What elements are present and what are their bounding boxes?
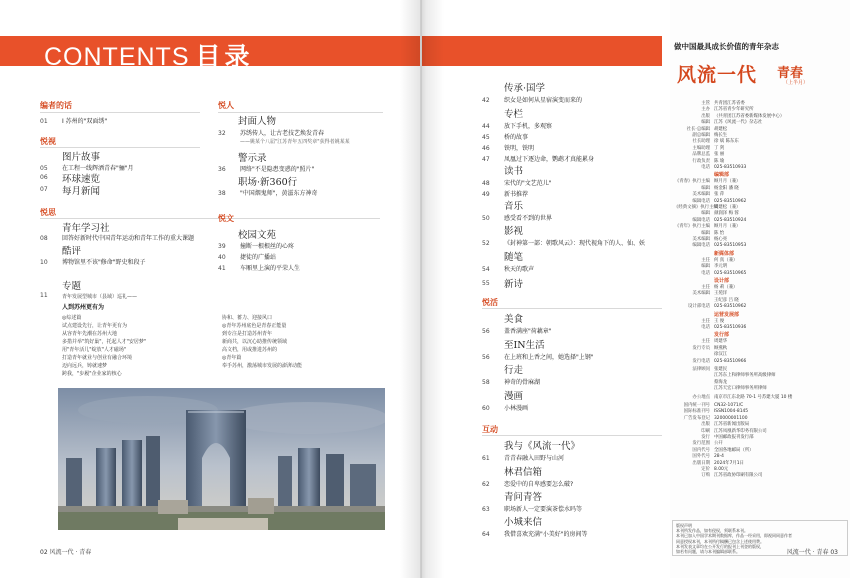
masthead-row xyxy=(674,453,724,459)
masthead-section-head: 运营发展部 xyxy=(714,311,740,318)
masthead-key: 设计部电话 xyxy=(688,304,710,310)
section-title: 读书 xyxy=(504,166,524,177)
masthead-row xyxy=(674,366,727,372)
feature-line: 用"青年活儿"绽放"人才磁场" xyxy=(62,347,127,353)
masthead-section-head: 编辑部 xyxy=(714,172,730,179)
section-title: 专题 xyxy=(62,281,82,292)
masthead-row xyxy=(674,113,784,119)
masthead-value: 025-83510965 xyxy=(714,270,747,276)
masthead-row xyxy=(674,178,740,184)
masthead-key: 《青春》执行主编 xyxy=(674,179,710,185)
notice-line: 本刊已加入中国学术期刊数据库，作品一经采用，即视同同意作者 xyxy=(676,533,792,539)
feature-line: 高文档，用或推进苏州的 xyxy=(222,347,278,353)
masthead-value: 蔡海龙 xyxy=(714,379,728,385)
masthead-value: 李元明 xyxy=(714,264,728,270)
masthead-row xyxy=(674,358,746,364)
section-title: 我与《风流一代》 xyxy=(504,441,581,452)
toc-entry[interactable]: 56 盖香满座"荷藕章" xyxy=(482,328,552,335)
masthead-value: 王纪彦 吕 晓 xyxy=(714,297,739,303)
section-title: 随笔 xyxy=(504,252,524,263)
toc-entry[interactable]: 42 织女是如何从星宿演变而来的 xyxy=(482,97,583,104)
feature-title[interactable]: 人到苏州更有为 xyxy=(62,304,105,311)
masthead-key: 订购 xyxy=(701,473,710,479)
masthead-key: 国外代号 xyxy=(692,454,710,460)
masthead-row xyxy=(674,338,727,344)
masthead-value: 张 丽 xyxy=(714,152,725,158)
toc-entry[interactable]: 45 桥的故事 xyxy=(482,134,529,141)
masthead-value: 王 俊 xyxy=(714,318,725,324)
masthead-key: 电话 xyxy=(701,165,710,170)
toc-entry[interactable]: 07 xyxy=(40,186,48,193)
masthead-row xyxy=(674,210,739,216)
masthead-row xyxy=(674,158,724,164)
toc-entry[interactable]: 50 感受看不到的世界 xyxy=(482,215,553,222)
masthead-row xyxy=(674,204,740,210)
toc-entry[interactable]: 55 xyxy=(482,280,490,287)
toc-entry[interactable]: 41 车厢里上演的平荣人生 xyxy=(218,265,301,272)
masthead-value: 28-4 xyxy=(714,454,724,460)
category-yueren: 悦人 xyxy=(218,101,234,110)
magazine-slogan: 做中国最具成长价值的青年杂志 xyxy=(674,42,779,51)
section-title: 行走 xyxy=(504,365,524,376)
masthead-value: 陈 怡 xyxy=(714,230,725,236)
masthead-row xyxy=(674,385,767,391)
feature-line: 多措并举"筑好巢"，托起人才"安居梦" xyxy=(62,339,147,345)
feature-line: 从容青年先潮在苏州大地 xyxy=(62,331,118,337)
masthead-section-head: 设计部 xyxy=(714,278,730,284)
category-yuewen: 悦文 xyxy=(218,214,234,223)
masthead-row xyxy=(674,242,746,248)
section-title: 校园文苑 xyxy=(238,230,277,241)
masthead-value: ISSN1004-8145 xyxy=(714,409,749,415)
section-title: 至IN生活 xyxy=(504,340,545,351)
masthead-row xyxy=(674,372,775,378)
masthead-row xyxy=(674,466,728,472)
feature-line: 跨我，"步履"企业家的核心 xyxy=(62,371,122,377)
section-title: 图片故事 xyxy=(62,152,101,163)
masthead-row xyxy=(674,145,724,151)
masthead-row xyxy=(674,284,737,290)
masthead-row xyxy=(674,191,724,197)
masthead-value: （共青团江苏省委新媒体发展中心） xyxy=(714,113,785,119)
notice-line: 本刊所发作品，如有侵权，须联系本刊。 xyxy=(676,528,748,534)
masthead-row xyxy=(674,472,762,478)
masthead-key: 定价 xyxy=(701,467,710,472)
masthead-key: 主编助理 xyxy=(692,145,710,151)
masthead-row xyxy=(674,270,746,276)
section-title: 美食 xyxy=(504,314,524,325)
logo-edition: （上半月） xyxy=(783,80,809,86)
masthead-row xyxy=(674,460,744,466)
masthead-value: 江苏省新闻出版局 xyxy=(714,422,750,428)
section-title: 职场·新360行 xyxy=(238,177,298,188)
toc-entry[interactable]: 39 撞断一根根丝的心疼 xyxy=(218,243,295,250)
section-title: 漫画 xyxy=(504,391,524,402)
masthead-row xyxy=(674,394,792,400)
masthead-row xyxy=(674,151,724,157)
category-yueshi: 悦视 xyxy=(40,137,56,146)
masthead-key: 主管 xyxy=(701,101,710,106)
toc-entry[interactable]: 56 在上班和上香之间，她选择"上钢" xyxy=(482,354,594,361)
masthead-value: 梅长生 xyxy=(714,133,728,138)
masthead-key: 编辑电话 xyxy=(692,243,710,249)
masthead-key: 办公地点 xyxy=(692,394,710,400)
masthead-row xyxy=(674,119,762,125)
feature-line: 协和、蓄力、迎接风口 xyxy=(222,315,273,321)
masthead-row xyxy=(674,223,740,229)
masthead-key: 法律顾问 xyxy=(692,367,710,372)
toc-entry[interactable]: 10 博物馆里不该"修命"野史和段子 xyxy=(40,259,146,266)
section-title: 青问青答 xyxy=(504,492,543,503)
masthead-key: 印刷 xyxy=(701,428,710,434)
masthead-value: 顾燕秋 xyxy=(714,345,728,351)
masthead-value: 320000001100 xyxy=(714,415,748,421)
masthead-row xyxy=(674,318,724,324)
masthead-key: 编辑 xyxy=(701,185,710,191)
masthead-key: 国内代号 xyxy=(692,447,710,453)
toc-entry-number: 11 xyxy=(40,292,48,299)
toc-entry[interactable]: 48 宋代的"文艺范儿" xyxy=(482,180,552,187)
logo-main: 风流一代 xyxy=(677,64,758,86)
magazine-logo xyxy=(677,60,837,90)
masthead-value: 2024年7月1日 xyxy=(714,460,744,466)
masthead-value: 张 萍 xyxy=(714,192,725,198)
masthead-value: 中国邮政报刊发行部 xyxy=(714,435,754,440)
page-footer-right: 风流一代 · 青春 03 xyxy=(786,549,838,556)
masthead-key: 副总编辑 xyxy=(692,133,710,138)
masthead-value: 王苑洋 xyxy=(714,291,728,297)
masthead-value: 江苏《风流一代》杂志社 xyxy=(714,120,763,126)
masthead-row xyxy=(674,447,754,453)
masthead-row xyxy=(674,415,748,421)
masthead-row xyxy=(674,303,746,309)
masthead-value: 025-83510962 xyxy=(714,198,747,204)
masthead-row xyxy=(674,421,749,427)
toc-entry[interactable]: 61 青青春融入田野与山河 xyxy=(482,455,565,462)
toc-entry[interactable]: 63 职场新人一定要演茶偿水吗等 xyxy=(482,506,583,513)
masthead-value: 杨金阳 潘 晓 xyxy=(714,185,739,191)
masthead-row xyxy=(674,428,767,434)
toc-entry[interactable]: 06 xyxy=(40,174,48,181)
masthead-value: 025-83510966 xyxy=(714,358,747,364)
masthead-key: 发行电话 xyxy=(692,358,710,364)
toc-entry[interactable]: 40 捷徒的广播站 xyxy=(218,254,277,261)
feature-line: 新商共，以沉心助推传统领域 xyxy=(222,339,288,345)
category-hudong: 互动 xyxy=(482,425,498,434)
masthead-key: 电话 xyxy=(701,325,710,330)
masthead-key: 社长助理 xyxy=(692,139,710,145)
feature-line: 到专注是打造苏州青年 xyxy=(222,331,273,337)
toc-entry[interactable]: 58 神奇的骨麻湖 xyxy=(482,379,541,386)
masthead-value: 张建民 xyxy=(714,367,728,372)
masthead-key: 编辑 xyxy=(701,230,710,236)
toc-entry[interactable]: 44 放下手机，多观察 xyxy=(482,123,553,130)
section-title: 专栏 xyxy=(504,109,524,120)
masthead-row xyxy=(674,351,727,357)
section-title: 青年学习社 xyxy=(62,223,110,234)
masthead-key: 出版 xyxy=(701,113,710,119)
feature-subtitle: 青年发展型城市（县域）巡礼—— xyxy=(62,294,138,300)
masthead-value: 025-83510962 xyxy=(714,304,747,310)
masthead-key: 主任 xyxy=(701,257,710,263)
masthead-row xyxy=(674,297,739,303)
section-title: 林君信箱 xyxy=(504,467,543,478)
masthead-row xyxy=(674,263,727,269)
feature-line: 迈向远兵，铸就速梦 xyxy=(62,363,108,369)
masthead-row xyxy=(674,434,754,440)
masthead-value: 8.00元 xyxy=(714,467,729,472)
masthead-value: 江苏省青少年研究所 xyxy=(714,107,754,113)
masthead-key: 《青年》执行主编 xyxy=(674,224,710,230)
right-page xyxy=(422,0,850,578)
feature-line: ◎青年苏州底色是青春正能量 xyxy=(222,323,287,329)
toc-entry[interactable]: 36 网络"不是隐患变惑的"照片" xyxy=(218,166,315,173)
masthead-row xyxy=(674,100,745,106)
section-title: 封面人物 xyxy=(238,116,277,127)
masthead-value: 周建华 xyxy=(714,339,728,345)
masthead-value: 025-83510924 xyxy=(714,217,747,223)
masthead-value: 江苏东上和律师事务所高级律师 xyxy=(714,373,776,379)
masthead-row xyxy=(674,324,746,330)
feature-line: ◎青年篇 xyxy=(222,355,242,361)
masthead-key: 编辑 xyxy=(701,120,710,126)
masthead-key: 美术编辑 xyxy=(692,192,710,198)
toc-entry[interactable]: 62 恋爱中的自卑感要怎么破? xyxy=(482,481,574,488)
masthead-key: 《经典文摘》执行主编 xyxy=(674,205,718,210)
feature-line: 打造青年就业与创业有融合环境 xyxy=(62,355,133,361)
masthead-value: 徐汉江 xyxy=(714,352,728,358)
section-title: 影视 xyxy=(504,226,524,237)
masthead-section-head: 发行部 xyxy=(714,332,730,339)
toc-entry[interactable]: 46 铁明，铁明 xyxy=(482,145,535,152)
masthead-key: 出版 xyxy=(701,422,710,428)
toc-entry[interactable]: 54 秋天的歌声 xyxy=(482,266,535,273)
masthead-key: 广告发布登记 xyxy=(683,415,710,421)
divider xyxy=(482,308,662,309)
toc-entry[interactable]: 38 "中国烟鬼师"，黄滋东方神奇 xyxy=(218,190,318,197)
skyline-illustration xyxy=(58,388,385,530)
section-title: 传承·国学 xyxy=(504,83,546,94)
contents-title-en: CONTENTS xyxy=(44,43,190,71)
notice-line: 同意授权本刊，本刊所付稿酬已包含上述使用费。 xyxy=(676,538,764,544)
masthead-value: 共青团江苏省委 xyxy=(714,101,745,106)
masthead-row xyxy=(674,379,727,385)
notice-line: 本刊发表文章均在公开发行的报刊上刊登的版权， xyxy=(676,543,764,549)
divider xyxy=(482,435,662,436)
toc-entry[interactable]: 49 新书推荐 xyxy=(482,191,529,198)
toc-entry[interactable]: 60 小林漫画 xyxy=(482,405,529,412)
masthead-value: 025-83510936 xyxy=(714,325,747,330)
notice-line: 如若有问题，请与本刊编辑部联系。 xyxy=(676,549,740,554)
masthead-row xyxy=(674,345,727,351)
category-editor: 编者的话 xyxy=(40,101,72,110)
masthead-section-head: 新媒体部 xyxy=(714,250,735,257)
section-title: 音乐 xyxy=(504,201,524,212)
masthead-key: 品牌总监 xyxy=(692,152,710,158)
masthead-key: 行政负责 xyxy=(692,158,710,164)
masthead-row xyxy=(674,402,743,408)
masthead-key: 主任 xyxy=(701,318,710,324)
masthead-row xyxy=(674,164,746,170)
notice-line: 版权声明 xyxy=(676,523,692,528)
masthead-value: 杨心亮 xyxy=(714,237,728,242)
masthead-row xyxy=(674,217,746,223)
masthead-key: 发行范围 xyxy=(692,441,710,447)
right-header-band xyxy=(422,36,662,66)
masthead-value: 丁 剑 xyxy=(714,145,725,151)
masthead-key: 国际标准刊号 xyxy=(683,409,710,415)
logo-sub: 青春 xyxy=(777,66,804,81)
masthead-value: 025-83510933 xyxy=(714,165,747,170)
masthead-row xyxy=(674,106,754,112)
section-title: 每月新闻 xyxy=(62,186,101,197)
toc-entry[interactable]: 32 苏绣传人，让古老技艺焕发青春 xyxy=(218,130,325,137)
toc-note: ——姚某个八届"江苏青年五四奖章"获得者姚某某 xyxy=(240,139,350,145)
section-title: 酷评 xyxy=(62,246,82,257)
masthead-value: 公开 xyxy=(714,441,723,447)
divider xyxy=(40,218,380,219)
masthead-value: 江苏凤凰新华印务有限公司 xyxy=(714,428,767,434)
masthead-key: 编辑电话 xyxy=(692,198,710,204)
masthead-value: 胡建松 xyxy=(714,126,728,132)
masthead-value: 颜润泽 梅 蓉 xyxy=(714,211,739,217)
masthead-row xyxy=(674,440,723,446)
masthead-value: 徐 斌 陈东东 xyxy=(714,139,739,145)
page-footer-left: 02 风流一代 · 青春 xyxy=(40,549,92,556)
left-page xyxy=(0,0,420,578)
masthead-value: 江苏天宏口律师事务所律师 xyxy=(714,386,767,392)
masthead-value: 南京市江东北路 70-1 号苏建大厦 10 楼 xyxy=(714,394,793,400)
masthead-value: 陈 瑜 xyxy=(714,158,725,164)
toc-entry[interactable]: 52 《封神第一部：朝歌风云》：现代视角下的人、仙、妖 xyxy=(482,240,646,247)
masthead-row xyxy=(674,132,727,138)
masthead-row xyxy=(674,236,727,242)
masthead-value: 025-83510953 xyxy=(714,243,747,249)
masthead-key: 主办 xyxy=(701,107,710,113)
masthead-row xyxy=(674,185,739,191)
masthead-key: 主任 xyxy=(701,285,710,290)
masthead-value: 全国各地邮局（所） xyxy=(714,447,754,453)
masthead-value: 何 真（兼） xyxy=(714,257,738,263)
masthead-value: 周建松（兼） xyxy=(714,205,741,210)
feature-line: 试点建设先行，让青年更有为 xyxy=(62,323,128,329)
section-title: 新诗 xyxy=(504,279,524,290)
masthead-row xyxy=(674,138,739,144)
masthead-key: 编辑 xyxy=(701,211,710,217)
masthead-value: 江苏省政协印刷有限公司 xyxy=(714,473,763,479)
masthead-key: 美术编辑 xyxy=(692,237,710,242)
masthead-row xyxy=(674,126,727,132)
masthead-key: 发行 xyxy=(701,435,710,440)
masthead-key: 编辑电话 xyxy=(692,217,710,223)
masthead-value: 杨 莉（兼） xyxy=(714,285,738,290)
city-skyline-photo xyxy=(58,388,385,530)
masthead-key: 发行专员 xyxy=(692,345,710,351)
category-yuehuo: 悦活 xyxy=(482,298,498,307)
feature-line: ◎综述篇 xyxy=(62,315,82,321)
masthead-row xyxy=(674,198,746,204)
masthead-row xyxy=(674,230,724,236)
masthead-key: 主任 xyxy=(701,339,710,345)
category-yuesi: 悦思 xyxy=(40,208,56,217)
masthead-value: CN32-1071/C xyxy=(714,403,744,408)
masthead-key: 社长·总编辑 xyxy=(686,126,710,132)
section-title: 小城来信 xyxy=(504,517,543,528)
masthead-key: 编辑 xyxy=(701,264,710,270)
masthead-row xyxy=(674,290,727,296)
masthead-key: 电话 xyxy=(701,270,710,276)
toc-entry[interactable]: 47 凤凰过下逐边命，鹦鹉才真能累身 xyxy=(482,156,595,163)
masthead-key: 国内统一刊号 xyxy=(683,403,710,408)
toc-entry[interactable]: 64 我借喜欢充满"小美好"的房间等 xyxy=(482,531,588,538)
toc-entry[interactable]: 01 Ⅰ 苏州的"双面绣" xyxy=(40,118,108,125)
masthead-key: 美术编辑 xyxy=(692,291,710,297)
divider xyxy=(40,147,200,148)
toc-entry[interactable]: 08 回答好新时代中国青年运动和青年工作的重大课题 xyxy=(40,235,195,242)
feature-line: 奉手苏州，激荡城市发展的澎湃动能 xyxy=(222,363,303,369)
toc-entry[interactable]: 05 在工程一线辉洒青春"骊"月 xyxy=(40,165,134,172)
masthead-value: 顾月月（兼） xyxy=(714,179,741,185)
masthead-row xyxy=(674,257,737,263)
contents-title xyxy=(44,37,254,73)
section-title: 警示录 xyxy=(238,153,267,164)
section-title: 环球速览 xyxy=(62,174,101,185)
masthead-value: 顾月月（兼） xyxy=(714,224,741,230)
divider xyxy=(40,112,200,113)
masthead-key: 出版日期 xyxy=(692,460,710,466)
masthead-row xyxy=(674,408,748,414)
contents-title-zh: 目录 xyxy=(195,43,254,71)
